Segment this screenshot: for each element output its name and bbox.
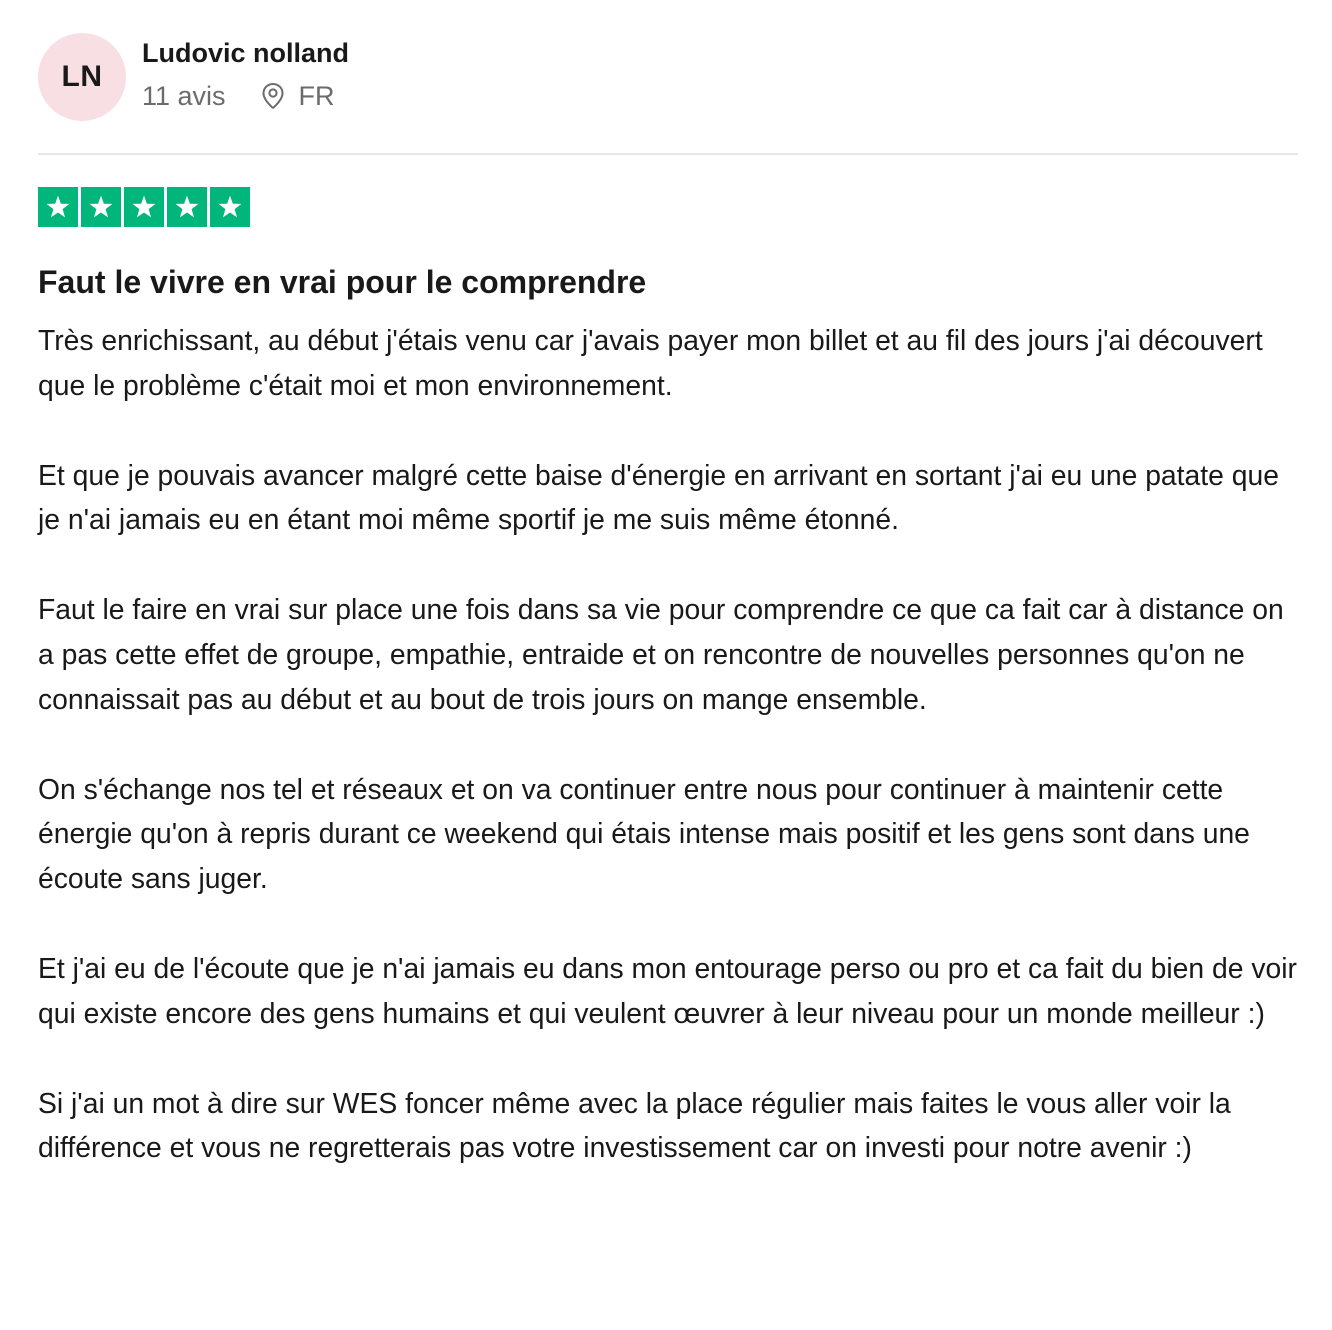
review-paragraph: Si j'ai un mot à dire sur WES foncer même avec la place régulier mais faites le vous aller voir la différence et vous ne regretterais pas votre investissement car on investi pour notre avenir :) [38, 1086, 1231, 1164]
review-paragraph: Et j'ai eu de l'écoute que je n'ai jamais eu dans mon entourage perso ou pro et ca fait du bien de voir qui existe encore des gens humains et qui veulent œuvrer à leur niveau pour un monde meilleur :) [38, 951, 1297, 1029]
reviewer-header [38, 32, 349, 122]
star-icon [38, 187, 78, 227]
review-paragraph: Et que je pouvais avancer malgré cette baise d'énergie en arrivant en sortant j'ai eu une patate que je n'ai jamais eu en étant moi même sportif je me suis même étonné. [38, 458, 1279, 536]
review-paragraph: On s'échange nos tel et réseaux et on va continuer entre nous pour continuer à maintenir cette énergie qu'on à repris durant ce weekend qui étais intense mais positif et les gens sont dans une écoute sans juger. [38, 772, 1250, 895]
avatar[interactable]: LN [38, 33, 126, 121]
reviewer-info [142, 36, 349, 112]
review-title[interactable]: Faut le vivre en vrai pour le comprendre [38, 264, 647, 300]
reviewer-meta [142, 80, 349, 112]
star-icon [210, 187, 250, 227]
reviewer-name[interactable]: Ludovic nolland [142, 38, 349, 68]
review-body [38, 318, 1306, 1170]
reviewer-country: FR [298, 81, 335, 111]
divider [38, 153, 1298, 155]
star-icon [124, 187, 164, 227]
review-count: 11 avis [142, 81, 226, 111]
star-icon [167, 187, 207, 227]
star-icon [81, 187, 121, 227]
map-pin-icon [260, 82, 286, 110]
review-paragraph: Faut le faire en vrai sur place une fois dans sa vie pour comprendre ce que ca fait car à distance on a pas cette effet de groupe, empathie, entraide et on rencontre de nouvelles personnes qu'on ne connaissait pas au début et au bout de trois jours on mange ensemble. [38, 593, 1284, 715]
reviewer-location [260, 80, 335, 112]
star-rating [38, 187, 250, 227]
review-paragraph: Très enrichissant, au début j'étais venu car j'avais payer mon billet et au fil des jours j'ai découvert que le problème c'était moi et mon environnement. [38, 324, 1263, 401]
